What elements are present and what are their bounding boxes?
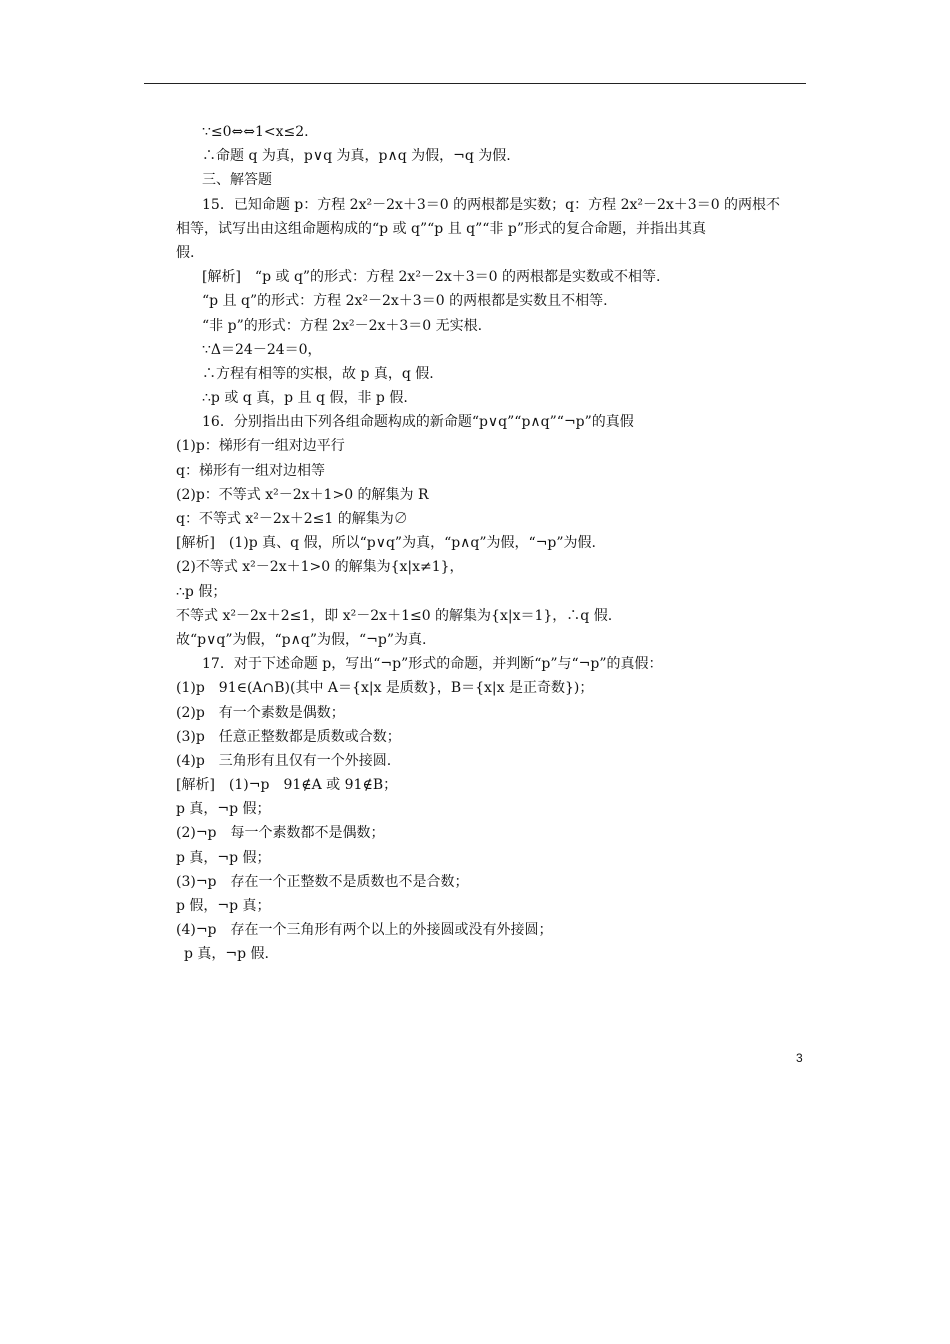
text-line: (2)不等式 x²－2x＋1>0 的解集为{x|x≠1}，	[176, 559, 464, 576]
text-line: p 假，¬p 真；	[176, 898, 271, 914]
text-line: p 真，¬p 假.	[184, 946, 270, 963]
text-line: (2)¬p 每一个素数都不是偶数；	[176, 825, 385, 842]
text-line: (3)¬p 存在一个正整数不是质数也不是合数；	[176, 873, 469, 890]
document-body	[176, 120, 816, 967]
header-rule	[144, 83, 806, 84]
page-number: 3	[796, 1051, 803, 1065]
text-line: 15．已知命题 p：方程 2x²－2x＋3＝0 的两根都是实数；q：方程 2x²－2x＋3＝0 的两根不	[202, 196, 781, 213]
text-line: q：不等式 x²－2x＋2≤1 的解集为∅	[176, 511, 408, 527]
text-line: (4)¬p 存在一个三角形有两个以上的外接圆或没有外接圆；	[176, 922, 553, 939]
text-line: (2)p 有一个素数是偶数；	[176, 704, 345, 721]
text-line: q：梯形有一组对边相等	[176, 462, 325, 479]
text-line: (3)p 任意正整数都是质数或合数；	[176, 728, 401, 745]
text-line: ∴p 假；	[176, 583, 227, 600]
text-line: ∴命题 q 为真，p∨q 为真，p∧q 为假，¬q 为假.	[202, 148, 511, 165]
text-line: p 真，¬p 假；	[176, 801, 271, 818]
text-line: “非 p”的形式：方程 2x²－2x＋3＝0 无实根.	[202, 317, 483, 334]
text-line: p 真，¬p 假；	[176, 849, 271, 866]
text-line: ∴方程有相等的实根，故 p 真，q 假.	[202, 365, 434, 382]
text-line: 相等，试写出由这组命题构成的“p 或 q”“p 且 q”“非 p”形式的复合命题，并指出其真	[176, 220, 707, 237]
text-line: (4)p 三角形有且仅有一个外接圆.	[176, 752, 392, 769]
text-line: [解析] (1)¬p 91∉A 或 91∉B；	[176, 777, 398, 794]
text-line: 假.	[176, 244, 195, 261]
text-line: 故“p∨q”为假，“p∧q”为假，“¬p”为真.	[176, 631, 427, 648]
text-line: “p 且 q”的形式：方程 2x²－2x＋3＝0 的两根都是实数且不相等.	[202, 293, 608, 310]
text-line: [解析] (1)p 真、q 假，所以“p∨q”为真，“p∧q”为假，“¬p”为假.	[176, 535, 597, 552]
text-line: ∵Δ＝24－24＝0，	[202, 341, 322, 358]
text-line: [解析] “p 或 q”的形式：方程 2x²－2x＋3＝0 的两根都是实数或不相等.	[202, 269, 661, 286]
text-line: ∵≤0⇔⇔1<x≤2.	[202, 124, 309, 140]
text-line: 三、解答题	[202, 172, 272, 189]
text-line: (2)p：不等式 x²－2x＋1>0 的解集为 R	[176, 486, 429, 503]
text-line: ∴p 或 q 真，p 且 q 假，非 p 假.	[202, 390, 408, 407]
text-line: (1)p：梯形有一组对边平行	[176, 438, 345, 455]
text-line: 16．分别指出由下列各组命题构成的新命题“p∨q”“p∧q”“¬p”的真假	[202, 414, 634, 431]
text-line: 17．对于下述命题 p，写出“¬p”形式的命题，并判断“p”与“¬p”的真假：	[202, 656, 663, 673]
text-line: (1)p 91∈(A∩B)(其中 A＝{x|x 是质数}，B＝{x|x 是正奇数})；	[176, 680, 594, 697]
text-line: 不等式 x²－2x＋2≤1，即 x²－2x＋1≤0 的解集为{x|x＝1}，∴q 假.	[176, 607, 613, 624]
